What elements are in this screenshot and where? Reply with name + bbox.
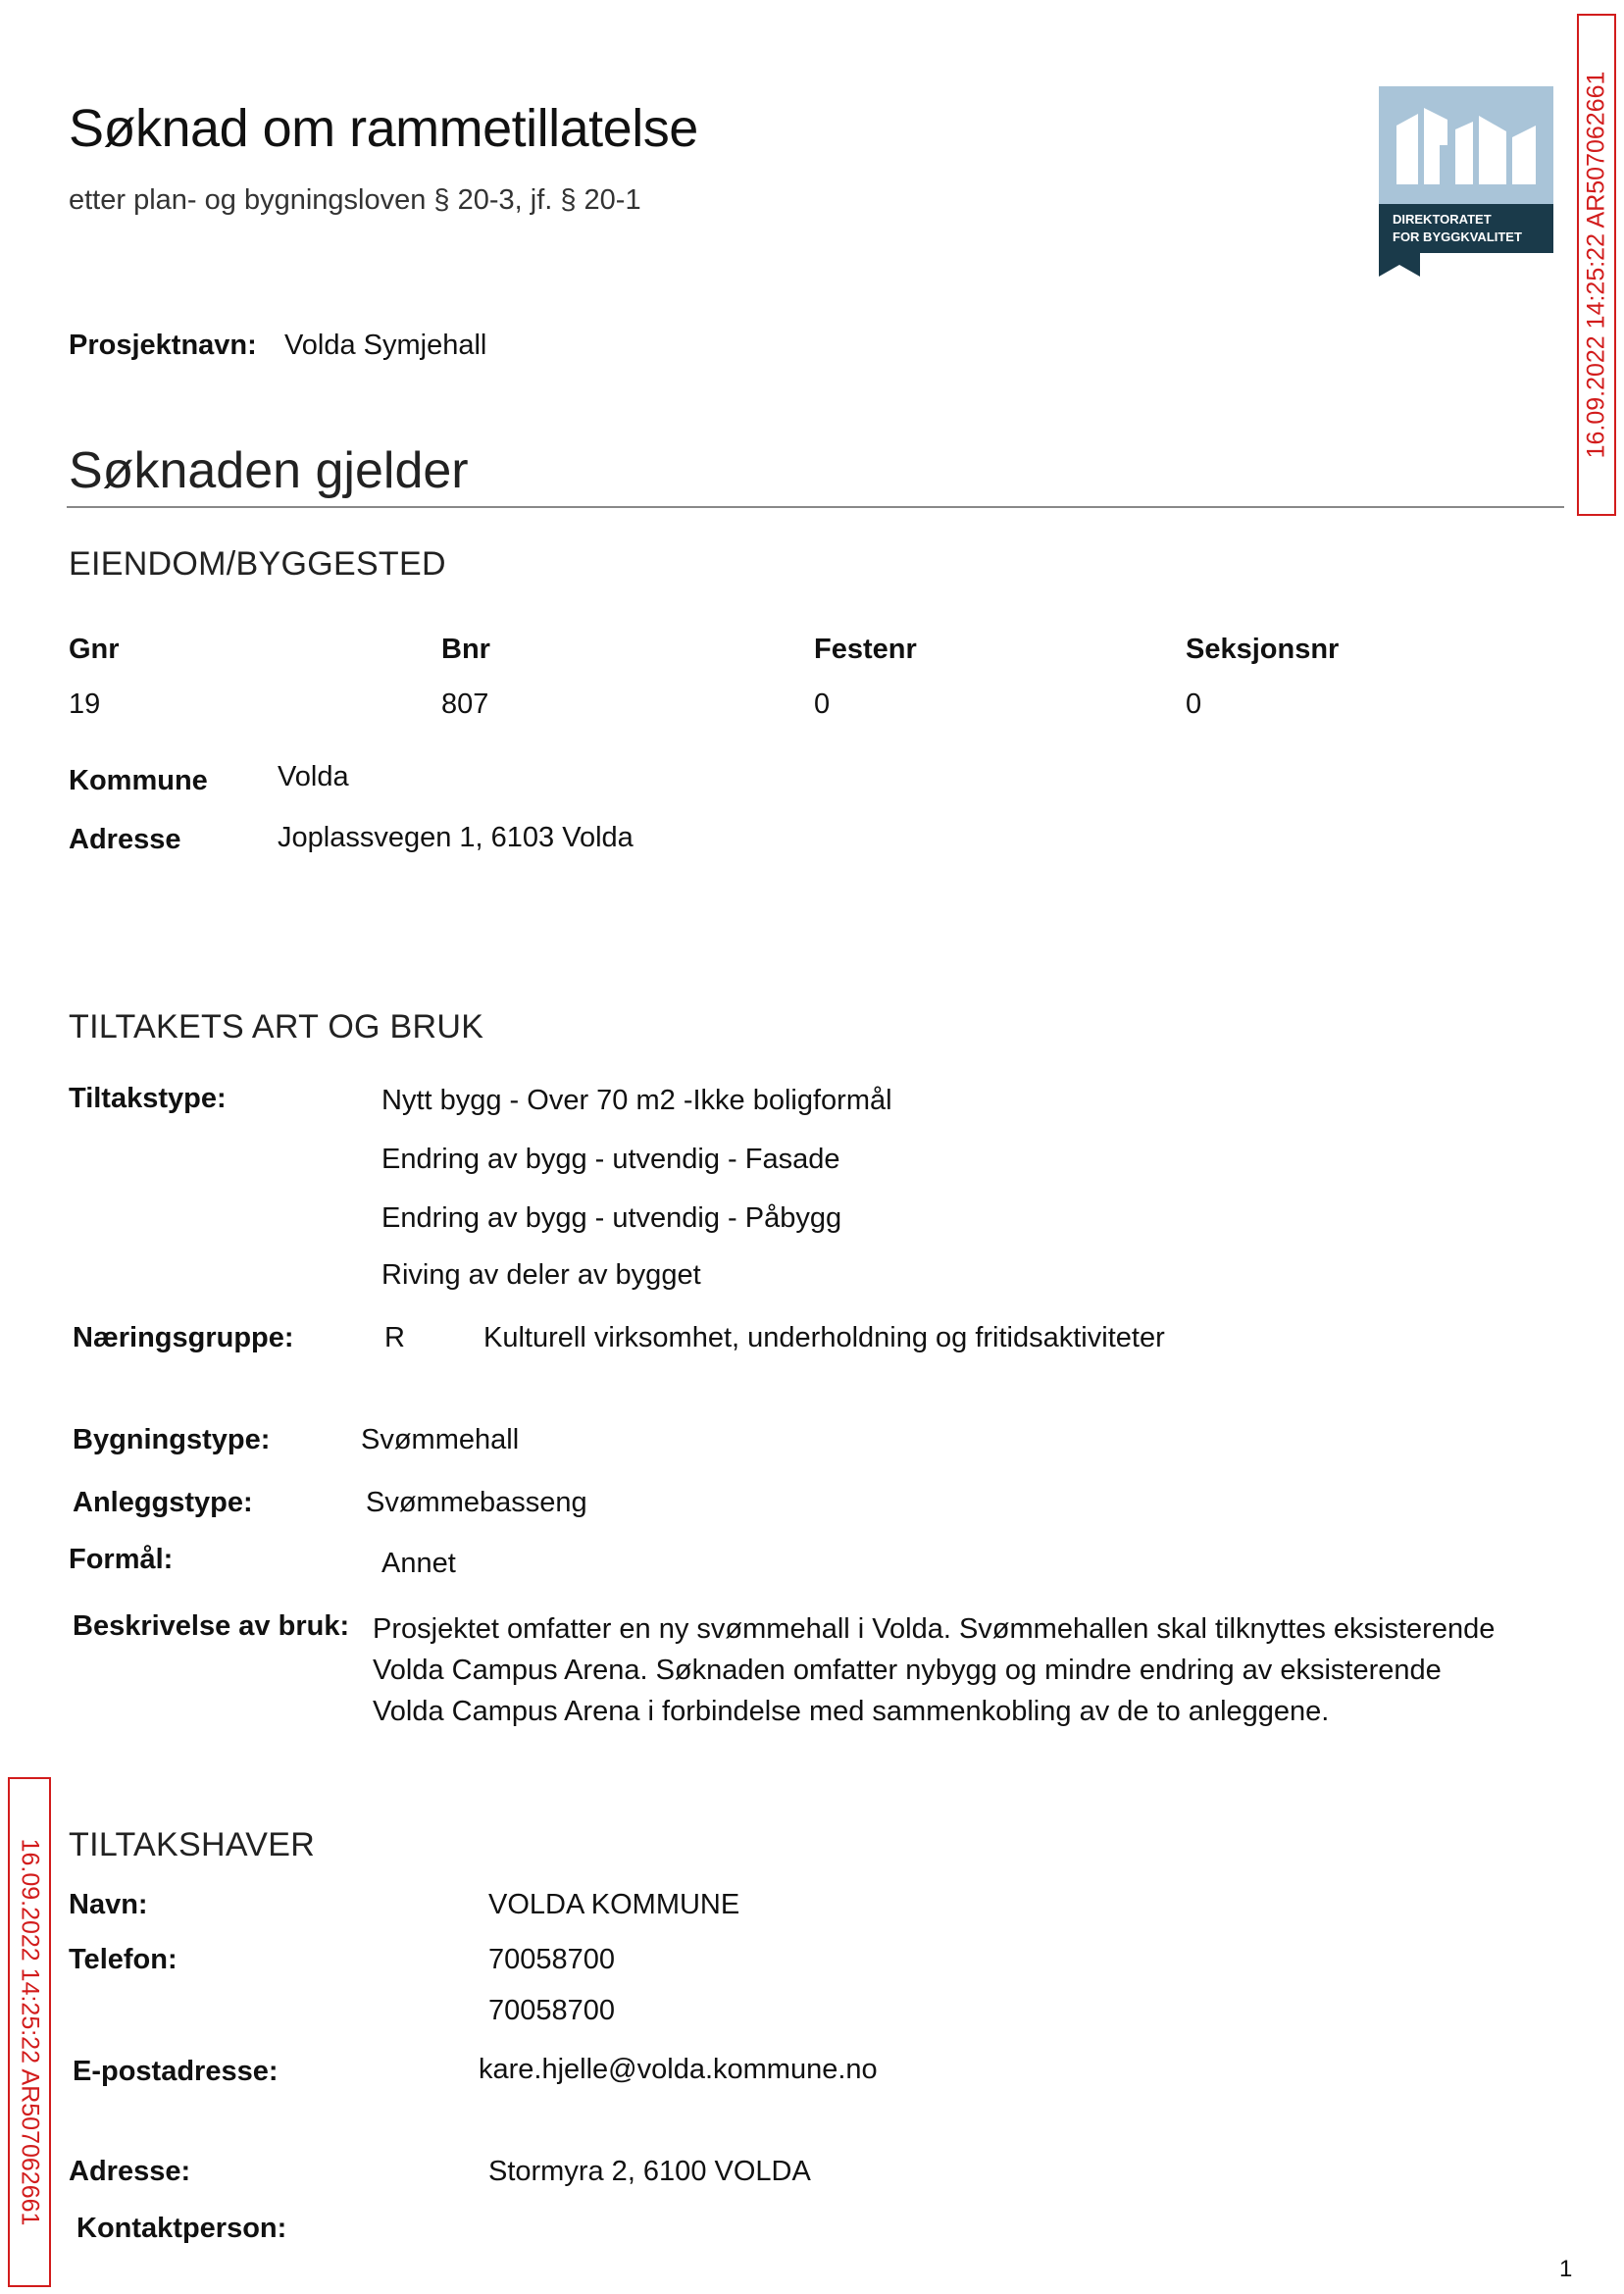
stamp-right-text: 16.09.2022 14:25:22 AR507062661: [1582, 71, 1610, 459]
logo-line2: FOR BYGGKVALITET: [1393, 229, 1522, 244]
section-divider: [67, 506, 1564, 508]
navn-value: VOLDA KOMMUNE: [488, 1889, 740, 1920]
gnr-label: Gnr: [69, 634, 120, 665]
tiltakstype-item: Nytt bygg - Over 70 m2 -Ikke boligformål: [381, 1085, 892, 1116]
property-heading: EIENDOM/BYGGESTED: [69, 545, 446, 583]
beskrivelse-value: Prosjektet omfatter en ny svømmehall i Volda. Svømmehallen skal tilknyttes eksisterende Volda Campus Arena. Søknaden omfatter nybygg og mindre endring av eksisterende Volda Campus Arena i forbindelse med sammenkobling av de to anleggene.: [373, 1613, 1496, 1727]
adresse-value: Joplassvegen 1, 6103 Volda: [278, 822, 634, 853]
project-value: Volda Symjehall: [284, 330, 487, 361]
telefon-value: 70058700: [488, 1944, 616, 1975]
festenr-label: Festenr: [814, 634, 917, 665]
tiltakstype-item: Riving av deler av bygget: [381, 1259, 701, 1291]
document-subtitle: etter plan- og bygningsloven § 20-3, jf. § 20-1: [69, 184, 641, 216]
project-label: Prosjektnavn:: [69, 330, 257, 361]
anleggstype-label: Anleggstype:: [73, 1487, 253, 1518]
formal-value: Annet: [381, 1548, 456, 1579]
navn-label: Navn:: [69, 1889, 148, 1920]
seksjonsnr-label: Seksjonsnr: [1186, 634, 1340, 665]
epost-label: E-postadresse:: [73, 2056, 279, 2087]
bnr-value: 807: [441, 688, 489, 720]
seksjonsnr-value: 0: [1186, 688, 1202, 720]
section-heading: Søknaden gjelder: [69, 442, 469, 499]
tiltakstype-item: Endring av bygg - utvendig - Påbygg: [381, 1202, 842, 1234]
bygningstype-value: Svømmehall: [361, 1424, 520, 1455]
page-number: 1: [1559, 2256, 1573, 2282]
tiltakshaver-adresse-value: Stormyra 2, 6100 VOLDA: [488, 2156, 811, 2187]
tiltakstype-item: Endring av bygg - utvendig - Fasade: [381, 1144, 840, 1175]
stamp-left: [8, 1777, 51, 2287]
naeringsgruppe-label: Næringsgruppe:: [73, 1322, 294, 1353]
naeringsgruppe-code: R: [384, 1322, 405, 1353]
formal-label: Formål:: [69, 1544, 174, 1575]
dibk-logo: [1379, 86, 1553, 277]
telefon-value: 70058700: [488, 1995, 616, 2026]
festenr-value: 0: [814, 688, 831, 720]
adresse-label: Adresse: [69, 824, 181, 855]
tiltakstype-label: Tiltakstype:: [69, 1083, 227, 1114]
anleggstype-value: Svømmebasseng: [366, 1487, 587, 1518]
tiltakshaver-adresse-label: Adresse:: [69, 2156, 191, 2187]
stamp-left-text: 16.09.2022 14:25:22 AR507062661: [16, 1838, 44, 2226]
epost-value: kare.hjelle@volda.kommune.no: [479, 2054, 878, 2085]
gnr-value: 19: [69, 688, 101, 720]
naeringsgruppe-value: Kulturell virksomhet, underholdning og fritidsaktiviteter: [483, 1322, 1165, 1353]
bygningstype-label: Bygningstype:: [73, 1424, 271, 1455]
document-title: Søknad om rammetillatelse: [69, 99, 698, 158]
tiltakshaver-heading: TILTAKSHAVER: [69, 1826, 316, 1863]
logo-line1: DIREKTORATET: [1393, 212, 1492, 227]
kommune-value: Volda: [278, 761, 349, 792]
telefon-label: Telefon:: [69, 1944, 178, 1975]
kommune-label: Kommune: [69, 765, 208, 796]
kontaktperson-label: Kontaktperson:: [76, 2213, 287, 2244]
stamp-right: [1577, 14, 1616, 516]
bnr-label: Bnr: [441, 634, 490, 665]
beskrivelse-label: Beskrivelse av bruk:: [73, 1610, 350, 1642]
tiltak-heading: TILTAKETS ART OG BRUK: [69, 1008, 484, 1045]
